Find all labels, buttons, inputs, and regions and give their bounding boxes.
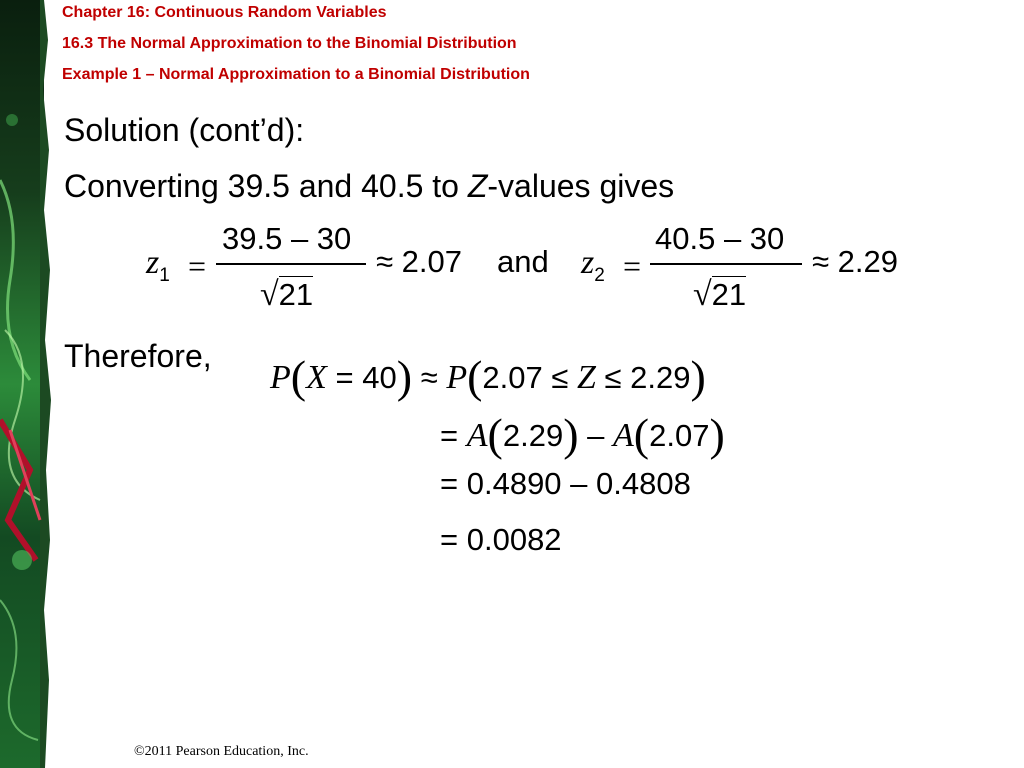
example-title: Example 1 – Normal Approximation to a Binomial Distribution <box>62 66 530 83</box>
probability-line-1: P(X = 40) ≈ P(2.07 ≤ Z ≤ 2.29) <box>270 351 706 402</box>
and-word: and <box>497 244 549 279</box>
solution-label: Solution (cont’d): <box>64 112 305 148</box>
chapter-title: Chapter 16: Continuous Random Variables <box>62 4 387 21</box>
copyright-footer: ©2011 Pearson Education, Inc. <box>134 744 309 759</box>
z2-label: $z_2$ <box>581 244 605 286</box>
probability-line-3: = 0.4890 – 0.4808 <box>440 466 691 501</box>
z2-denominator: √21 <box>693 276 747 313</box>
z1-value: ≈ 2.07 <box>376 244 462 279</box>
probability-line-4: = 0.0082 <box>440 522 562 557</box>
therefore-label: Therefore, <box>64 338 212 374</box>
probability-line-2: = A(2.29) – A(2.07) <box>440 409 725 460</box>
z1-fraction-bar <box>216 263 366 265</box>
z2-fraction-bar <box>650 263 802 265</box>
z1-equals: = <box>188 248 207 284</box>
decorative-side-strip <box>0 0 52 768</box>
z2-equals: = <box>623 248 642 284</box>
z1-denominator: √21 <box>260 276 314 313</box>
z2-numerator: 40.5 – 30 <box>655 221 785 256</box>
z1-label: $z_1$ <box>146 244 170 286</box>
z2-value: ≈ 2.29 <box>812 244 898 279</box>
section-title: 16.3 The Normal Approximation to the Binomial Distribution <box>62 35 517 52</box>
converting-text: Converting 39.5 and 40.5 to Z-values gives <box>64 168 675 204</box>
z1-numerator: 39.5 – 30 <box>222 221 352 256</box>
